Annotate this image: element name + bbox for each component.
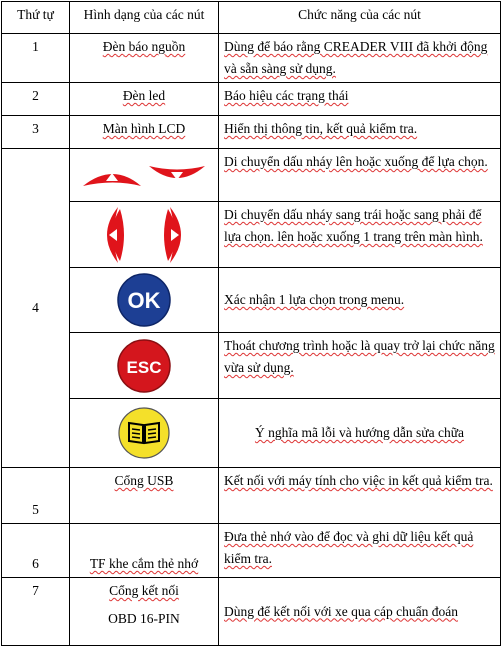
- ok-button-icon: [70, 268, 219, 333]
- header-shape: Hình dạng của các nút: [70, 2, 219, 34]
- table-row: [2, 83, 501, 116]
- header-index: Thứ tự: [2, 2, 70, 34]
- row-shape: Cổng USB: [70, 468, 219, 524]
- table-row: [2, 202, 501, 268]
- row-index: 2: [2, 83, 70, 116]
- row-shape: Đèn báo nguồn: [70, 34, 219, 83]
- row-index: 5: [2, 468, 70, 524]
- row-function: Hiển thị thông tin, kết quả kiểm tra.: [219, 116, 501, 149]
- row-function: Kết nối với máy tính cho việc in kết quả kiểm tra.: [219, 468, 501, 524]
- esc-button-icon: [70, 333, 219, 399]
- table-row: [2, 399, 501, 468]
- row-index: 6: [2, 524, 70, 578]
- table-row: [2, 34, 501, 83]
- table-row: [2, 149, 501, 202]
- row-index: 1: [2, 34, 70, 83]
- table-row: [2, 268, 501, 333]
- row-shape: TF khe cắm thẻ nhớ: [70, 524, 219, 578]
- row-function: Dùng để báo rằng CREADER VIII đã khởi động và sẵn sàng sử dụng.: [219, 34, 501, 83]
- row-function: Báo hiệu các trạng thái: [219, 83, 501, 116]
- row-shape: Cổng kết nối OBD 16-PIN: [70, 578, 219, 646]
- row-function: Thoát chương trình hoặc là quay trở lại chức năng vừa sử dụng.: [219, 333, 501, 399]
- row-function: Dùng để kết nối với xe qua cáp chuẩn đoán: [219, 578, 501, 646]
- row-index: 4: [2, 149, 70, 468]
- table-row: [2, 116, 501, 149]
- left-right-arrow-buttons-icon: [70, 202, 219, 268]
- svg-text:OK: OK: [127, 288, 161, 313]
- row-shape: Màn hình LCD: [70, 116, 219, 149]
- row-index: 7: [2, 578, 70, 646]
- row-function: Di chuyển dấu nháy lên hoặc xuống để lựa chọn.: [219, 149, 501, 202]
- row-function: Đưa thẻ nhớ vào để đọc và ghi dữ liệu kết quả kiểm tra.: [219, 524, 501, 578]
- table-row: [2, 578, 501, 646]
- button-function-table: [1, 1, 501, 646]
- table-row: [2, 468, 501, 524]
- book-button-icon: [70, 399, 219, 468]
- up-down-arrow-buttons-icon: [70, 149, 219, 202]
- row-function: Di chuyển dấu nháy sang trái hoặc sang phải để lựa chọn. lên hoặc xuống 1 trang trên màn hình.: [219, 202, 501, 268]
- header-row: [2, 2, 501, 34]
- table-row: [2, 524, 501, 578]
- row-function: Xác nhận 1 lựa chọn trong menu.: [219, 268, 501, 333]
- row-function: Ý nghĩa mã lỗi và hướng dẫn sửa chữa: [219, 399, 501, 468]
- header-function: Chức năng của các nút: [219, 2, 501, 34]
- row-index: 3: [2, 116, 70, 149]
- row-shape: Đèn led: [70, 83, 219, 116]
- table-row: [2, 333, 501, 399]
- svg-text:ESC: ESC: [126, 357, 162, 377]
